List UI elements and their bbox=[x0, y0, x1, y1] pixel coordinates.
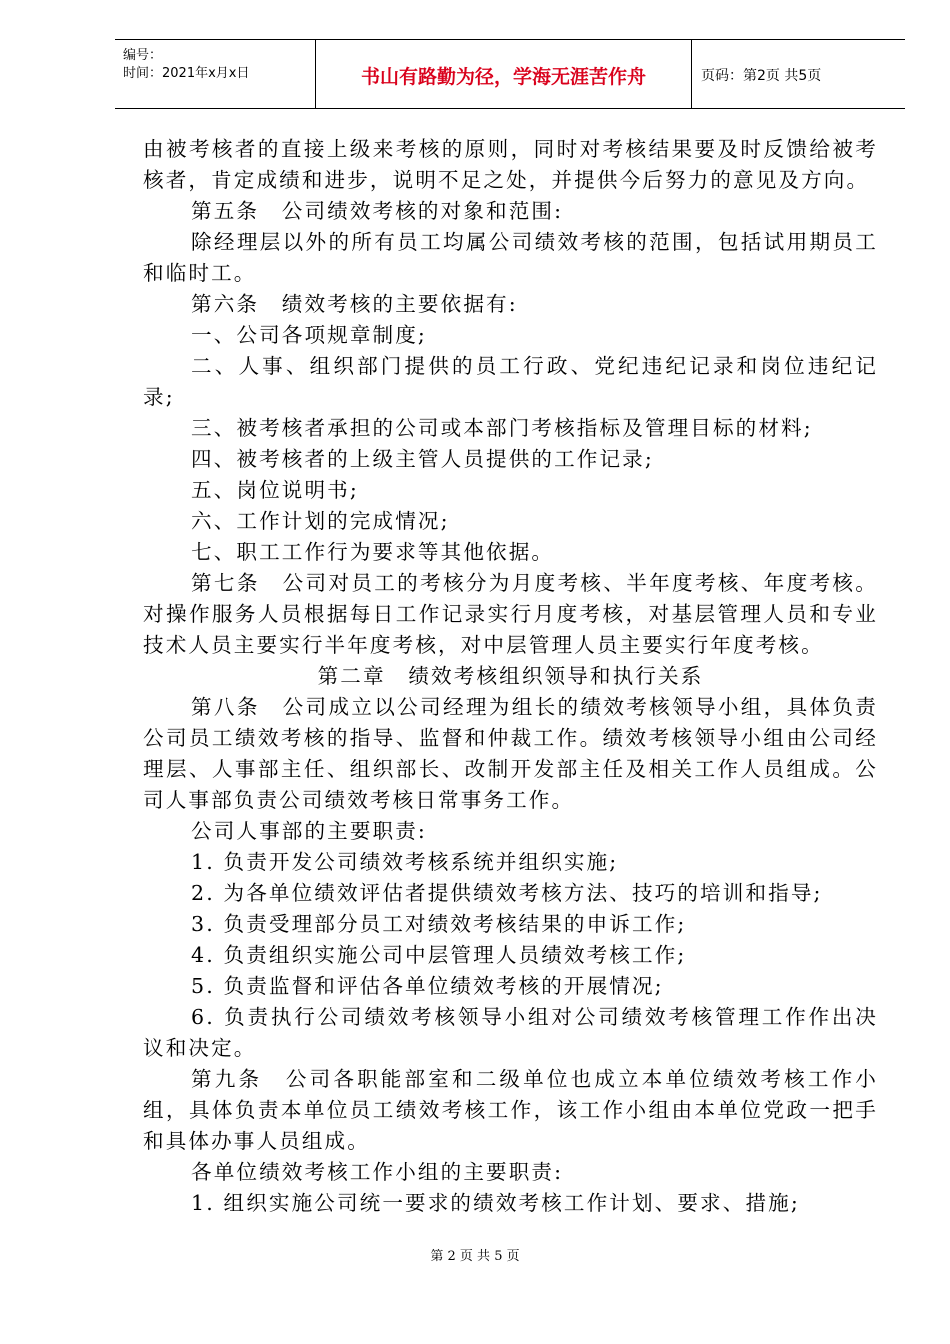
header-page-cell bbox=[691, 40, 905, 108]
paragraph: 公司人事部的主要职责: bbox=[191, 819, 427, 843]
article-heading: 第六条 绩效考核的主要依据有: bbox=[191, 292, 518, 316]
list-item: 三、被考核者承担的公司或本部门考核指标及管理目标的材料; bbox=[191, 416, 813, 440]
motto-text: 书山有路勤为径，学海无涯苦作舟 bbox=[360, 66, 646, 88]
list-item: 七、职工工作行为要求等其他依据。 bbox=[191, 540, 555, 564]
list-item: 2. 为各单位绩效评估者提供绩效考核方法、技巧的培训和指导; bbox=[191, 881, 823, 905]
list-item: 1. 组织实施公司统一要求的绩效考核工作计划、要求、措施; bbox=[191, 1191, 800, 1215]
list-item: 一、公司各项规章制度; bbox=[191, 323, 427, 347]
document-number-label: 编号： bbox=[123, 48, 163, 63]
page-header bbox=[115, 39, 905, 109]
list-item: 六、工作计划的完成情况; bbox=[191, 509, 450, 533]
list-item: 二、人事、组织部门提供的员工行政、党纪违纪记录和岗位违纪记录; bbox=[143, 354, 878, 409]
list-item: 3. 负责受理部分员工对绩效考核结果的申诉工作; bbox=[191, 912, 687, 936]
article-heading: 第五条 公司绩效考核的对象和范围: bbox=[191, 199, 564, 223]
list-item: 6. 负责执行公司绩效考核领导小组对公司绩效考核管理工作作出决议和决定。 bbox=[143, 1005, 878, 1060]
paragraph: 由被考核者的直接上级来考核的原则，同时对考核结果要及时反馈给被考核者，肯定成绩和进步，说明不足之处，并提供今后努力的意见及方向。 bbox=[143, 137, 878, 192]
list-item: 四、被考核者的上级主管人员提供的工作记录; bbox=[191, 447, 654, 471]
header-motto-cell bbox=[315, 40, 692, 108]
document-body bbox=[143, 134, 878, 1219]
chapter-title: 第二章 绩效考核组织领导和执行关系 bbox=[317, 664, 704, 688]
document-time-label: 时间：2021年x月x日 bbox=[123, 66, 250, 81]
list-item: 1. 负责开发公司绩效考核系统并组织实施; bbox=[191, 850, 619, 874]
list-item: 5. 负责监督和评估各单位绩效考核的开展情况; bbox=[191, 974, 664, 998]
header-page-info: 页码：第2页 共5页 bbox=[701, 68, 822, 84]
list-item: 五、岗位说明书; bbox=[191, 478, 359, 502]
paragraph: 第九条 公司各职能部室和二级单位也成立本单位绩效考核工作小组，具体负责本单位员工绩效考核工作，该工作小组由本单位党政一把手和具体办事人员组成。 bbox=[143, 1067, 878, 1153]
header-meta-cell bbox=[115, 40, 315, 108]
list-item: 4. 负责组织实施公司中层管理人员绩效考核工作; bbox=[191, 943, 687, 967]
paragraph: 第八条 公司成立以公司经理为组长的绩效考核领导小组，具体负责公司员工绩效考核的指导、监督和仲裁工作。绩效考核领导小组由公司经理层、人事部主任、组织部长、改制开发部主任及相关工作人员组成。公司人事部负责公司绩效考核日常事务工作。 bbox=[143, 695, 878, 812]
paragraph: 第七条 公司对员工的考核分为月度考核、半年度考核、年度考核。对操作服务人员根据每日工作记录实行月度考核，对基层管理人员和专业技术人员主要实行半年度考核，对中层管理人员主要实行年度考核。 bbox=[143, 571, 878, 657]
page-footer: 第 2 页 共 5 页 bbox=[430, 1249, 520, 1264]
paragraph: 除经理层以外的所有员工均属公司绩效考核的范围，包括试用期员工和临时工。 bbox=[143, 230, 878, 285]
paragraph: 各单位绩效考核工作小组的主要职责: bbox=[191, 1160, 564, 1184]
